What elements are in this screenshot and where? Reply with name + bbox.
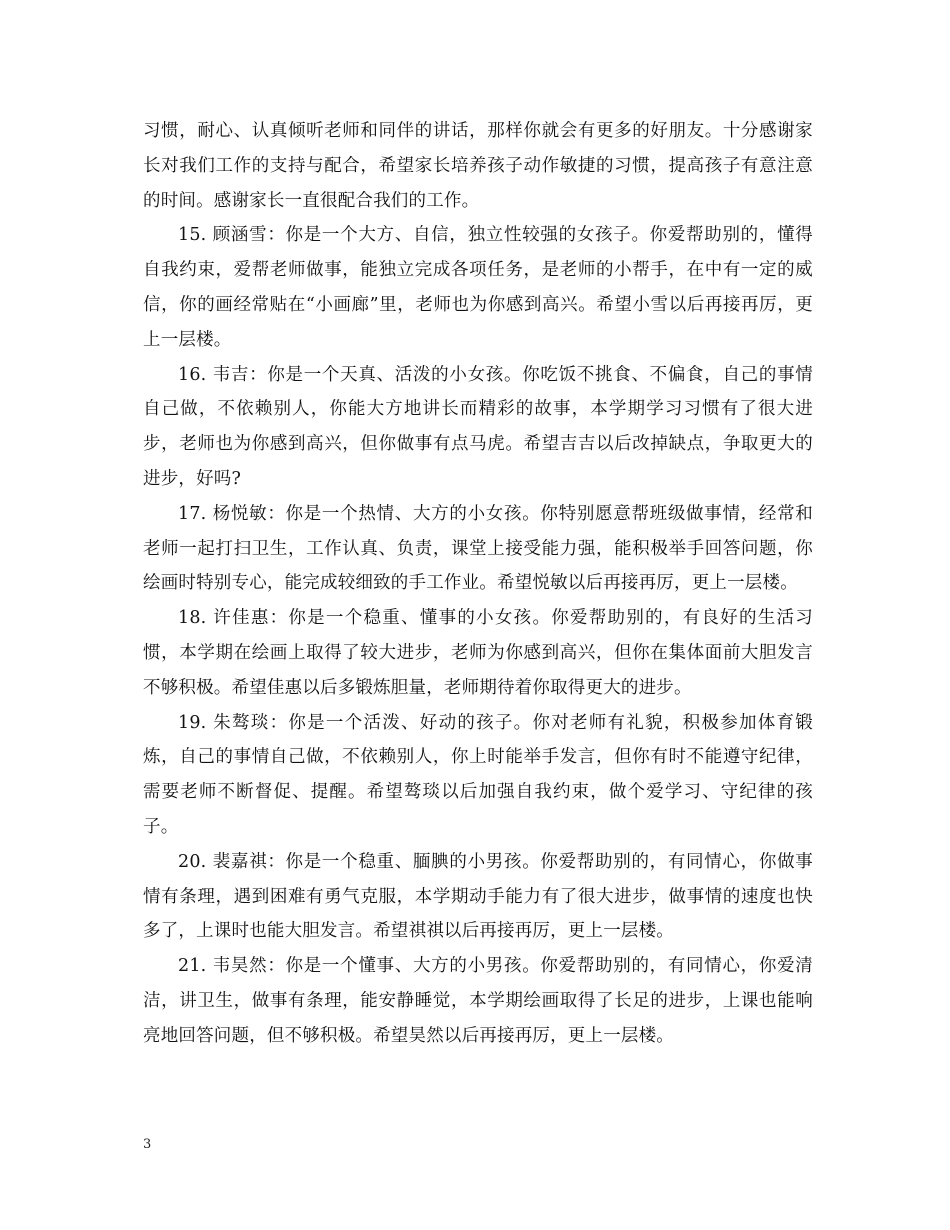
paragraph-entry-17: 17. 杨悦敏：你是一个热情、大方的小女孩。你特别愿意帮班级做事情，经常和老师一起打扫卫生，工作认真、负责，课堂上接受能力强，能积极举手回答问题，你绘画时特别专心，能完成较细致的手工作业。希望悦敏以后再接再厉，更上一层楼。 [143, 503, 813, 594]
paragraph-entry-16: 16. 韦吉：你是一个天真、活泼的小女孩。你吃饭不挑食、不偏食，自己的事情自己做，不依赖别人，你能大方地讲长而精彩的故事，本学期学习习惯有了很大进步，老师也为你感到高兴，但你做事有点马虎。希望吉吉以后改掉缺点，争取更大的进步，好吗? [143, 364, 813, 489]
paragraph-entry-20: 20. 裴嘉祺：你是一个稳重、腼腆的小男孩。你爱帮助别的，有同情心，你做事情有条理，遇到困难有勇气克服，本学期动手能力有了很大进步，做事情的速度也快多了，上课时也能大胆发言。希望祺祺以后再接再厉，更上一层楼。 [143, 851, 813, 942]
paragraph-entry-21: 21. 韦昊然：你是一个懂事、大方的小男孩。你爱帮助别的，有同情心，你爱清洁，讲卫生，做事有条理，能安静睡觉，本学期绘画取得了长足的进步，上课也能响亮地回答问题，但不够积极。希望昊然以后再接再厉，更上一层楼。 [143, 956, 813, 1046]
paragraph-continuation: 习惯，耐心、认真倾听老师和同伴的讲话，那样你就会有更多的好朋友。十分感谢家长对我们工作的支持与配合，希望家长培养孩子动作敏捷的习惯，提高孩子有意注意的时间。感谢家长一直很配合我们的工作。 [143, 121, 813, 211]
page-number: 3 [143, 1137, 152, 1152]
paragraph-entry-19: 19. 朱骜琰：你是一个活泼、好动的孩子。你对老师有礼貌，积极参加体育锻炼，自己的事情自己做，不依赖别人，你上时能举手发言，但你有时不能遵守纪律，需要老师不断督促、提醒。希望骜琰以后加强自我约束，做个爱学习、守纪律的孩子。 [143, 712, 813, 837]
document-body [143, 114, 813, 1054]
paragraph-entry-15: 15. 顾涵雪：你是一个大方、自信，独立性较强的女孩子。你爱帮助别的，懂得自我约束，爱帮老师做事，能独立完成各项任务，是老师的小帮手，在中有一定的威信，你的画经常贴在“小画廊”里，老师也为你感到高兴。希望小雪以后再接再厉，更上一层楼。 [143, 225, 813, 350]
paragraph-entry-18: 18. 许佳惠：你是一个稳重、懂事的小女孩。你爱帮助别的，有良好的生活习惯，本学期在绘画上取得了较大进步，老师为你感到高兴，但你在集体面前大胆发言不够积极。希望佳惠以后多锻炼胆量，老师期待着你取得更大的进步。 [143, 608, 813, 698]
